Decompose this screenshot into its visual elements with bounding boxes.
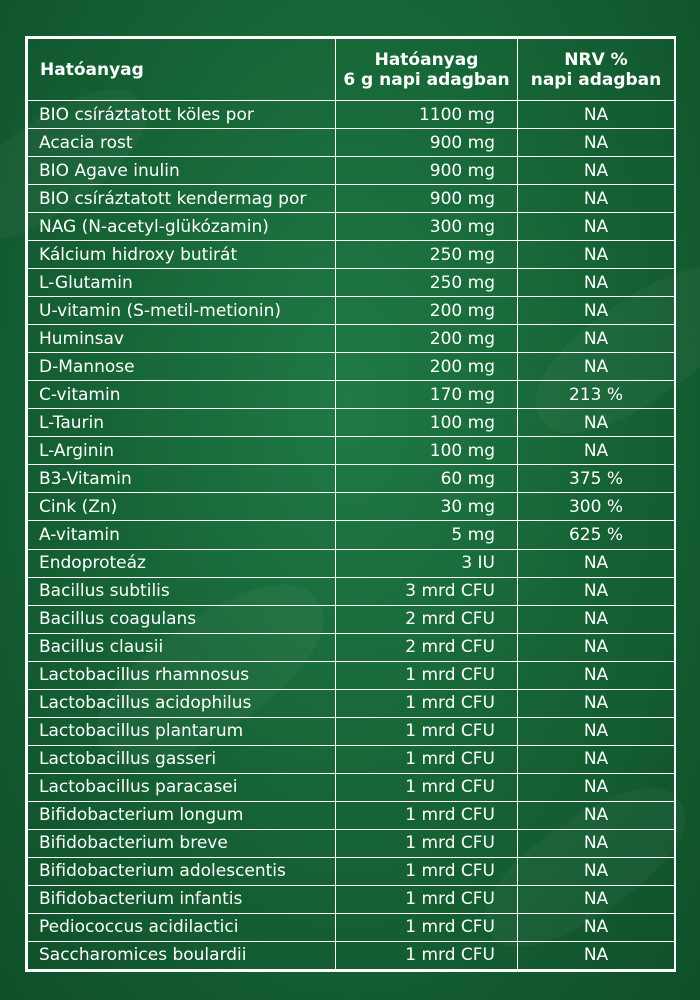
ingredient-name-cell: A-vitamin [28,521,336,549]
amount-cell: 1 mrd CFU [336,773,518,801]
table-row [28,185,675,213]
nrv-cell: NA [518,437,675,465]
ingredient-name-cell: Acacia rost [28,129,336,157]
nrv-cell: NA [518,157,675,185]
ingredient-name-cell: Bacillus subtilis [28,577,336,605]
amount-cell: 900 mg [336,185,518,213]
amount-cell: 100 mg [336,437,518,465]
table-row [28,353,675,381]
ingredient-name-cell: Kálcium hidroxy butirát [28,241,336,269]
ingredient-name-cell: Bifidobacterium infantis [28,885,336,913]
table-row [28,633,675,661]
nrv-cell: NA [518,885,675,913]
nrv-cell: NA [518,549,675,577]
amount-cell: 200 mg [336,297,518,325]
table-row [28,493,675,521]
ingredient-name-cell: Cink (Zn) [28,493,336,521]
ingredient-name-cell: Bacillus coagulans [28,605,336,633]
nrv-cell: NA [518,269,675,297]
ingredients-table [27,38,675,970]
ingredient-name-cell: Endoproteáz [28,549,336,577]
amount-cell: 1 mrd CFU [336,829,518,857]
table-row [28,745,675,773]
ingredient-name-cell: L-Glutamin [28,269,336,297]
nrv-cell: 375 % [518,465,675,493]
header-amount [336,39,518,101]
amount-cell: 3 mrd CFU [336,577,518,605]
header-nrv [518,39,675,101]
table-row [28,829,675,857]
table-row [28,857,675,885]
nrv-cell: NA [518,913,675,941]
amount-cell: 1 mrd CFU [336,689,518,717]
ingredient-name-cell: B3-Vitamin [28,465,336,493]
ingredient-name-cell: U-vitamin (S-metil-metionin) [28,297,336,325]
ingredient-name-cell: Pediococcus acidilactici [28,913,336,941]
nrv-cell: NA [518,241,675,269]
nrv-cell: NA [518,101,675,129]
amount-cell: 1 mrd CFU [336,941,518,969]
nrv-cell: NA [518,745,675,773]
table-row [28,325,675,353]
table-row [28,381,675,409]
nrv-cell: NA [518,325,675,353]
nrv-cell: NA [518,297,675,325]
header-nrv-line2: napi adagban [530,69,662,90]
ingredient-name-cell: D-Mannose [28,353,336,381]
ingredient-name-cell: Lactobacillus plantarum [28,717,336,745]
ingredient-name-cell: Bifidobacterium breve [28,829,336,857]
table-row [28,297,675,325]
ingredient-name-cell: Bacillus clausii [28,633,336,661]
table-row [28,717,675,745]
ingredient-name-cell: Lactobacillus rhamnosus [28,661,336,689]
amount-cell: 1 mrd CFU [336,801,518,829]
nrv-cell: NA [518,689,675,717]
nrv-cell: 625 % [518,521,675,549]
amount-cell: 300 mg [336,213,518,241]
nrv-cell: NA [518,941,675,969]
table-row [28,577,675,605]
amount-cell: 2 mrd CFU [336,605,518,633]
amount-cell: 1 mrd CFU [336,857,518,885]
nrv-cell: NA [518,801,675,829]
table-row [28,521,675,549]
amount-cell: 1 mrd CFU [336,717,518,745]
ingredient-name-cell: Lactobacillus acidophilus [28,689,336,717]
amount-cell: 1 mrd CFU [336,885,518,913]
nrv-cell: NA [518,829,675,857]
table-row [28,465,675,493]
nrv-cell: NA [518,129,675,157]
table-row [28,437,675,465]
nrv-cell: NA [518,857,675,885]
table-row [28,773,675,801]
amount-cell: 60 mg [336,465,518,493]
amount-cell: 1 mrd CFU [336,661,518,689]
table-row [28,269,675,297]
nrv-cell: NA [518,773,675,801]
ingredient-name-cell: L-Taurin [28,409,336,437]
nrv-cell: NA [518,185,675,213]
table-row [28,549,675,577]
ingredient-name-cell: C-vitamin [28,381,336,409]
table-row [28,101,675,129]
amount-cell: 170 mg [336,381,518,409]
ingredient-name-cell: BIO csíráztatott köles por [28,101,336,129]
ingredient-name-cell: NAG (N-acetyl-glükózamin) [28,213,336,241]
table-header-row [28,39,675,101]
table-row [28,913,675,941]
table-body [28,101,675,970]
ingredient-name-cell: Lactobacillus paracasei [28,773,336,801]
table-row [28,689,675,717]
ingredient-name-cell: L-Arginin [28,437,336,465]
nrv-cell: NA [518,605,675,633]
table-row [28,241,675,269]
amount-cell: 2 mrd CFU [336,633,518,661]
header-amount-line1: Hatóanyag [374,49,479,70]
ingredient-name-cell: Bifidobacterium longum [28,801,336,829]
header-amount-line2: 6 g napi adagban [343,69,510,90]
amount-cell: 250 mg [336,269,518,297]
ingredient-name-cell: Bifidobacterium adolescentis [28,857,336,885]
nrv-cell: NA [518,577,675,605]
ingredient-name-cell: BIO csíráztatott kendermag por [28,185,336,213]
table-row [28,661,675,689]
nrv-cell: NA [518,633,675,661]
amount-cell: 100 mg [336,409,518,437]
amount-cell: 30 mg [336,493,518,521]
ingredient-name-cell: BIO Agave inulin [28,157,336,185]
ingredient-name-cell: Huminsav [28,325,336,353]
amount-cell: 1100 mg [336,101,518,129]
table-row [28,605,675,633]
amount-cell: 1 mrd CFU [336,745,518,773]
amount-cell: 900 mg [336,157,518,185]
amount-cell: 250 mg [336,241,518,269]
table-row [28,157,675,185]
nrv-cell: 300 % [518,493,675,521]
ingredient-name-cell: Saccharomices boulardii [28,941,336,969]
ingredients-table-frame [25,36,676,972]
table-row [28,213,675,241]
nrv-cell: NA [518,409,675,437]
nrv-cell: 213 % [518,381,675,409]
table-row [28,885,675,913]
amount-cell: 200 mg [336,325,518,353]
nrv-cell: NA [518,353,675,381]
amount-cell: 1 mrd CFU [336,913,518,941]
amount-cell: 900 mg [336,129,518,157]
ingredient-name-cell: Lactobacillus gasseri [28,745,336,773]
table-row [28,129,675,157]
nrv-cell: NA [518,661,675,689]
amount-cell: 3 IU [336,549,518,577]
header-nrv-line1: NRV % [564,49,628,70]
table-row [28,801,675,829]
nrv-cell: NA [518,717,675,745]
amount-cell: 5 mg [336,521,518,549]
amount-cell: 200 mg [336,353,518,381]
table-row [28,409,675,437]
header-ingredient: Hatóanyag [28,39,336,101]
table-row [28,941,675,969]
nrv-cell: NA [518,213,675,241]
